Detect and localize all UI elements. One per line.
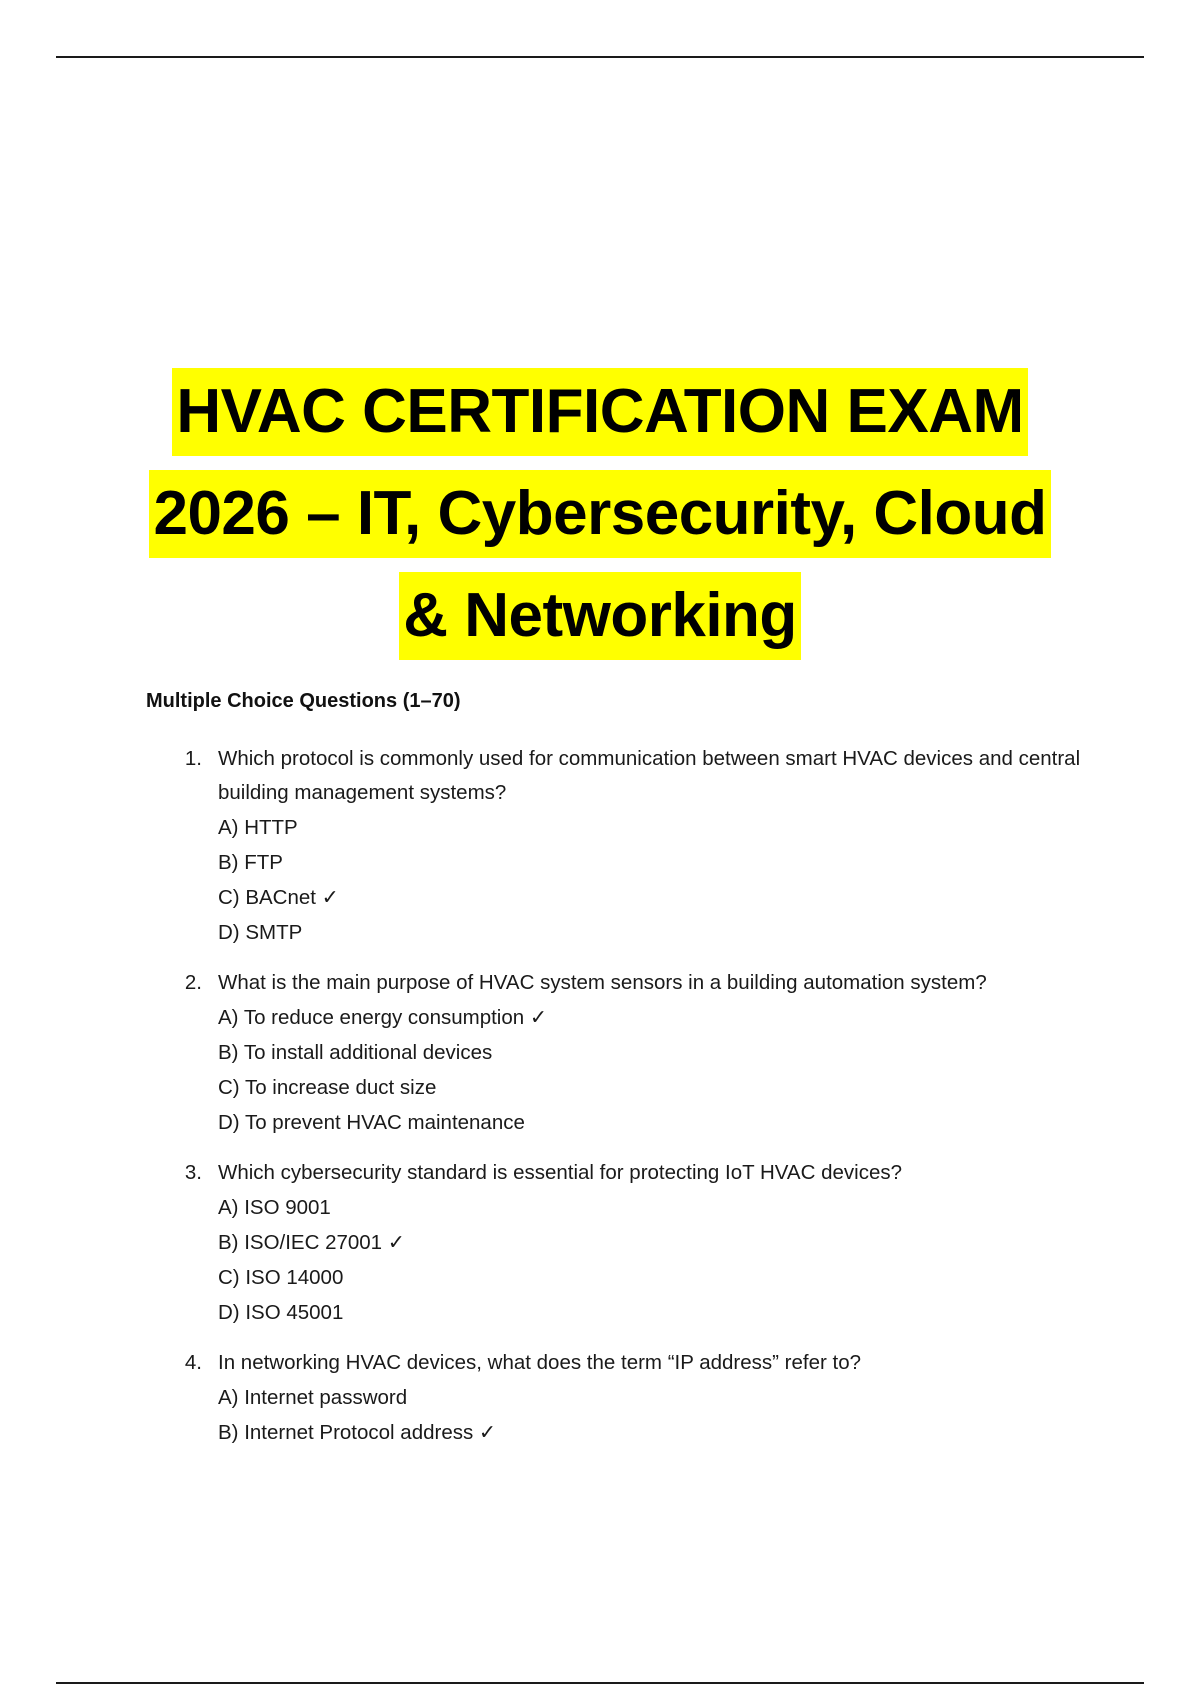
answer-options — [218, 1380, 1106, 1450]
answer-option-correct: B) Internet Protocol address ✓ — [218, 1421, 497, 1444]
answer-options — [218, 810, 1106, 950]
title-text-1: HVAC CERTIFICATION EXAM — [172, 368, 1027, 456]
answer-option-correct: A) To reduce energy consumption ✓ — [218, 1006, 548, 1029]
answer-option: A) ISO 9001 — [218, 1196, 331, 1219]
answer-option: D) To prevent HVAC maintenance — [218, 1111, 525, 1134]
document-title — [0, 368, 1200, 674]
title-text-3: & Networking — [399, 572, 801, 660]
answer-option: D) ISO 45001 — [218, 1301, 344, 1324]
question-text: Which protocol is commonly used for communication between smart HVAC devices and central building management systems? — [218, 747, 1081, 804]
question-list — [146, 742, 1106, 1466]
answer-option: A) Internet password — [218, 1386, 408, 1409]
question-text: Which cybersecurity standard is essential for protecting IoT HVAC devices? — [218, 1161, 903, 1184]
answer-options — [218, 1000, 1106, 1140]
question-number: 3. — [184, 1161, 202, 1184]
title-line-1 — [0, 368, 1200, 470]
question-2 — [146, 966, 1106, 1140]
answer-option: C) ISO 14000 — [218, 1266, 344, 1289]
question-1 — [146, 742, 1106, 950]
question-number: 4. — [184, 1351, 202, 1374]
title-line-2 — [0, 470, 1200, 572]
question-text: What is the main purpose of HVAC system sensors in a building automation system? — [218, 971, 987, 994]
answer-option-correct: B) ISO/IEC 27001 ✓ — [218, 1231, 405, 1254]
section-heading: Multiple Choice Questions (1–70) — [146, 690, 461, 712]
title-text-2: 2026 – IT, Cybersecurity, Cloud — [149, 470, 1050, 558]
answer-options — [218, 1190, 1106, 1330]
question-4 — [146, 1346, 1106, 1450]
question-3 — [146, 1156, 1106, 1330]
answer-option: A) HTTP — [218, 816, 298, 839]
footer-rule — [56, 1682, 1144, 1684]
answer-option-correct: C) BACnet ✓ — [218, 886, 339, 909]
question-number: 2. — [184, 971, 202, 994]
answer-option: B) FTP — [218, 851, 283, 874]
answer-option: D) SMTP — [218, 921, 303, 944]
question-text: In networking HVAC devices, what does the term “IP address” refer to? — [218, 1351, 862, 1374]
answer-option: C) To increase duct size — [218, 1076, 437, 1099]
answer-option: B) To install additional devices — [218, 1041, 493, 1064]
title-line-3 — [0, 572, 1200, 674]
question-number: 1. — [184, 747, 202, 770]
header-rule — [56, 56, 1144, 58]
